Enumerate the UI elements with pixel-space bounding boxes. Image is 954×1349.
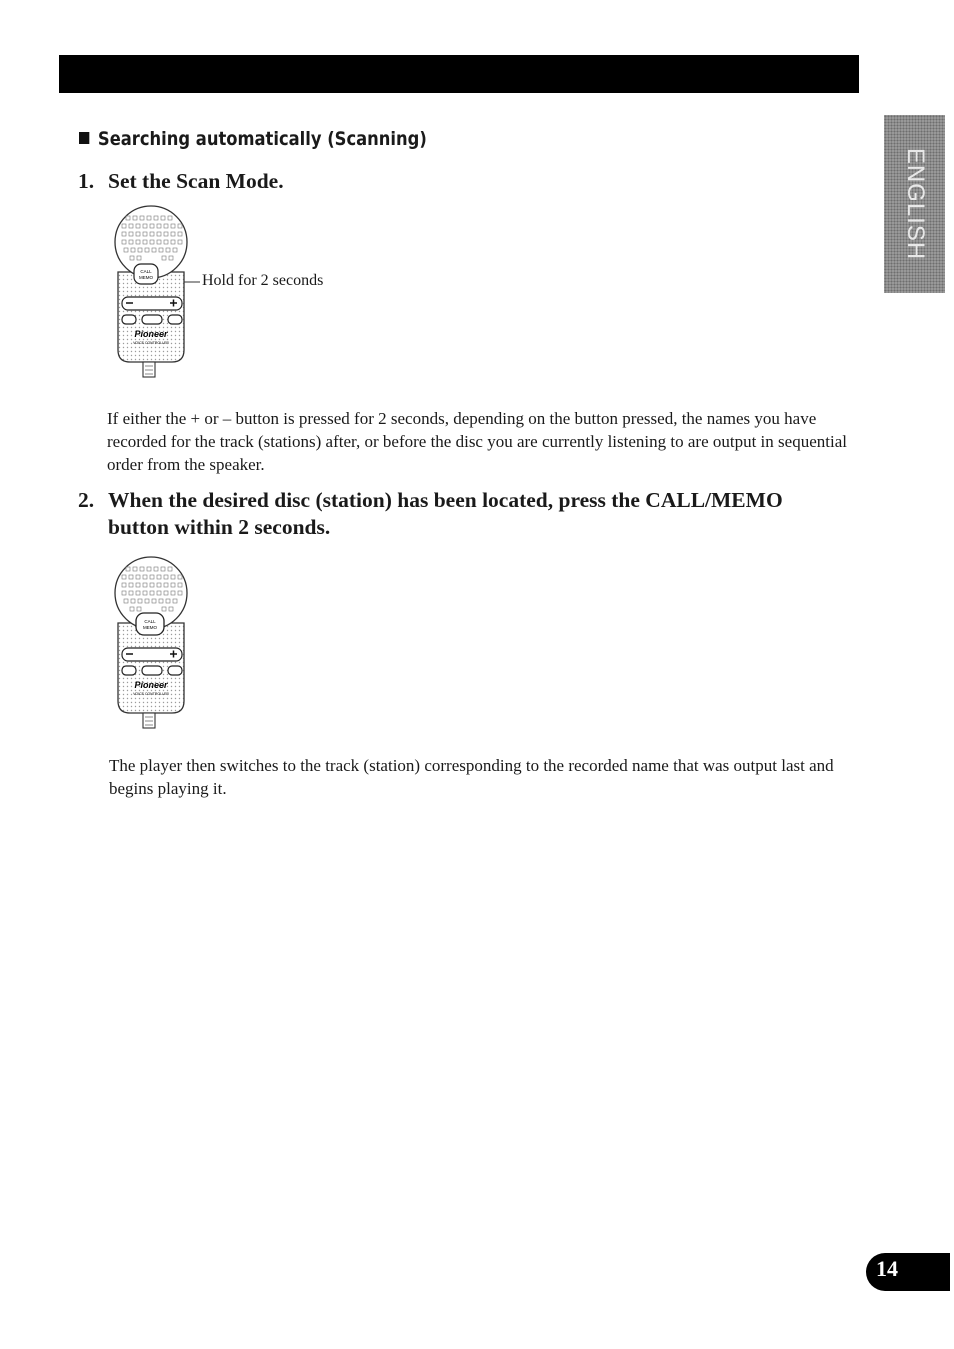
remote-model-2: VOICE CONTROLLER (133, 692, 169, 696)
page-number-badge (866, 1253, 950, 1291)
step-2-text: When the desired disc (station) has been located, press the CALL/MEMO button within 2 seconds. (108, 488, 783, 539)
step-1-text: Set the Scan Mode. (108, 169, 284, 193)
language-tab (884, 115, 945, 293)
voice-controller-remote-2 (110, 553, 200, 735)
step-1-number: 1. (78, 169, 95, 193)
step-1-heading (78, 168, 838, 195)
remote-brand: Pioneer (134, 329, 168, 339)
call-button-label-2: CALL (144, 619, 156, 624)
remote-model: VOICE CONTROLLER (133, 341, 169, 345)
step-2-number: 2. (78, 488, 95, 512)
section-heading-text: Searching automatically (Scanning) (97, 128, 427, 150)
step-1-description: If either the + or – button is pressed for 2 seconds, depending on the button pressed, the names you have recorded for the track (stations) after, or before the disc you are currently listening to are output in sequential order from the speaker. (107, 409, 847, 474)
remote-brand-2: Pioneer (134, 680, 168, 690)
hold-callout: Hold for 2 seconds (202, 272, 324, 289)
call-button-label: CALL (140, 269, 152, 274)
section-heading (79, 128, 427, 150)
header-bar (59, 55, 859, 93)
language-tab-label: ENGLISH (901, 147, 929, 261)
step-2-description: The player then switches to the track (station) corresponding to the recorded name that was output last and begins playing it. (109, 756, 834, 798)
memo-button-label-2: MEMO (143, 625, 157, 630)
page-number: 14 (876, 1256, 898, 1281)
voice-controller-remote-1 (110, 202, 200, 384)
memo-button-label: MEMO (139, 275, 153, 280)
step-2-heading (78, 487, 838, 541)
bullet-square-icon (79, 132, 89, 144)
